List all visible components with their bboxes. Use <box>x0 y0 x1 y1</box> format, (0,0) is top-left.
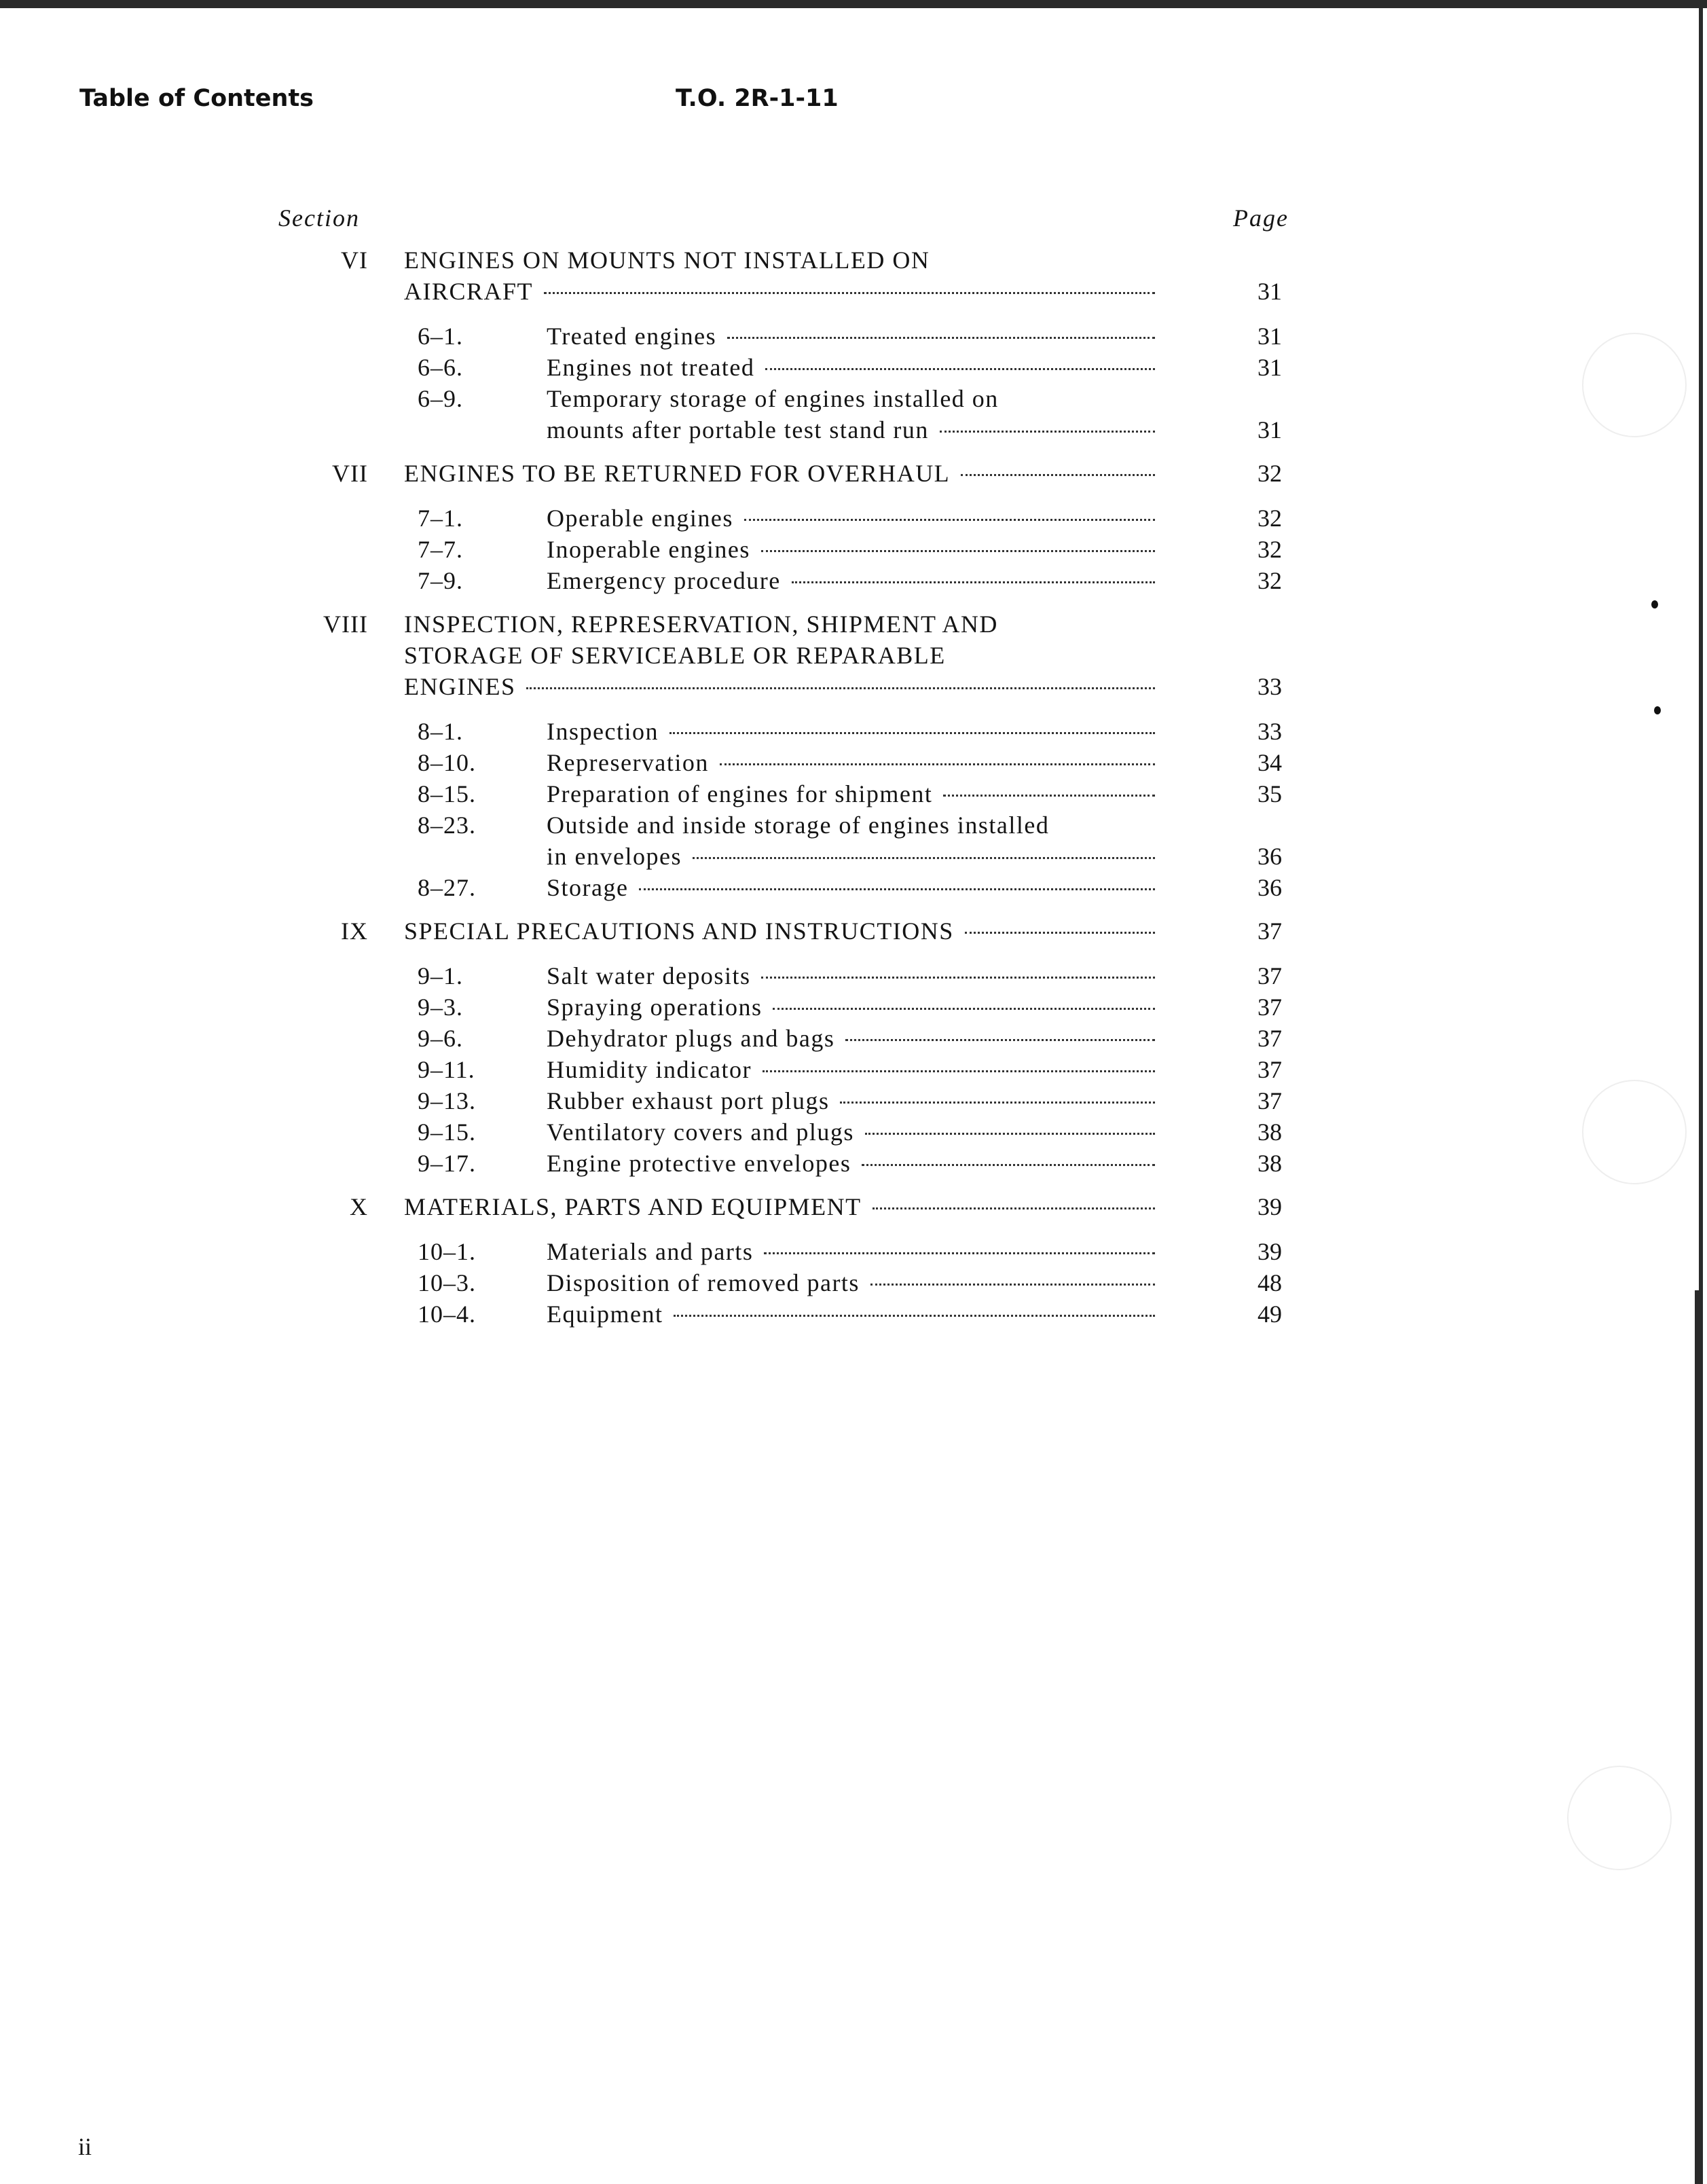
entry-title-text: ENGINES ON MOUNTS NOT INSTALLED ON <box>404 247 930 274</box>
paragraph-title <box>547 1085 1158 1116</box>
dot-leader <box>765 368 1155 370</box>
section-title <box>404 915 1158 947</box>
section-page-number: 31 <box>1258 278 1282 305</box>
toc-subentry <box>0 991 1707 1023</box>
toc-subentry <box>0 321 1707 352</box>
dot-leader <box>761 550 1155 552</box>
entry-title-line <box>547 809 1158 841</box>
paragraph-title <box>547 747 1158 778</box>
entry-title-text: STORAGE OF SERVICEABLE OR REPARABLE <box>404 642 946 669</box>
entry-title-text: Temporary storage of engines installed on <box>547 385 999 412</box>
paragraph-title <box>547 1116 1158 1148</box>
running-header-left: Table of Contents <box>79 85 314 112</box>
section-page-number: 37 <box>1258 917 1282 945</box>
entry-title-line <box>547 778 1158 809</box>
entry-title-text: Materials and parts <box>547 1238 754 1265</box>
page-number: ii <box>78 2133 92 2160</box>
dot-leader <box>940 431 1155 433</box>
toc-subentry <box>0 960 1707 991</box>
entry-title-line <box>547 1116 1158 1148</box>
section-number: VI <box>341 247 368 274</box>
paragraph-title <box>547 1267 1158 1298</box>
section-title <box>404 608 1158 702</box>
paragraph-page-number: 36 <box>1258 874 1282 901</box>
paragraph-title <box>547 1148 1158 1179</box>
paragraph-title <box>547 1236 1158 1267</box>
paragraph-number: 7–1. <box>418 505 463 532</box>
toc-subentries <box>0 960 1707 1179</box>
dot-leader <box>544 292 1155 294</box>
section-number: X <box>350 1193 368 1220</box>
section-number: IX <box>341 917 368 945</box>
entry-title-text: MATERIALS, PARTS AND EQUIPMENT <box>404 1193 862 1220</box>
entry-title-line <box>547 1267 1158 1298</box>
entry-title-text: Engine protective envelopes <box>547 1150 851 1177</box>
paragraph-page-number: 37 <box>1258 1087 1282 1114</box>
paragraph-page-number: 32 <box>1258 505 1282 532</box>
toc-subentry <box>0 872 1707 903</box>
dot-leader <box>669 732 1155 734</box>
toc-subentry <box>0 383 1707 445</box>
paragraph-page-number: 32 <box>1258 567 1282 594</box>
paragraph-number: 10–4. <box>418 1300 476 1328</box>
toc-subentries <box>0 503 1707 596</box>
entry-title-line <box>404 244 1158 276</box>
page-column-heading: Page <box>1233 204 1289 232</box>
paragraph-page-number: 37 <box>1258 1025 1282 1052</box>
toc-section <box>0 1191 1707 1330</box>
paragraph-title <box>547 321 1158 352</box>
dot-leader <box>873 1207 1155 1209</box>
toc-subentry <box>0 1298 1707 1330</box>
dot-leader <box>764 1252 1155 1254</box>
section-title <box>404 244 1158 307</box>
entry-title-text: Spraying operations <box>547 994 763 1021</box>
dot-leader <box>845 1039 1155 1041</box>
paragraph-title <box>547 1023 1158 1054</box>
toc-subentry <box>0 565 1707 596</box>
toc-subentry <box>0 1148 1707 1179</box>
dot-leader <box>761 977 1155 979</box>
entry-title-text: ENGINES <box>404 673 516 700</box>
toc-section <box>0 244 1707 445</box>
entry-title-text: Inoperable engines <box>547 536 750 563</box>
entry-title-text: Represervation <box>547 749 709 776</box>
entry-title-text: Emergency procedure <box>547 567 781 594</box>
entry-title-text: Ventilatory covers and plugs <box>547 1118 854 1146</box>
dot-leader <box>639 888 1155 890</box>
paragraph-page-number: 38 <box>1258 1150 1282 1177</box>
paragraph-number: 9–15. <box>418 1118 476 1146</box>
paragraph-number: 8–1. <box>418 718 463 745</box>
entry-title-text: Disposition of removed parts <box>547 1269 860 1296</box>
paragraph-number: 8–15. <box>418 780 476 807</box>
entry-title-text: Humidity indicator <box>547 1056 752 1083</box>
entry-title-line <box>404 915 1158 947</box>
paragraph-page-number: 48 <box>1258 1269 1282 1296</box>
toc-subentry <box>0 503 1707 534</box>
entry-title-line <box>547 503 1158 534</box>
paragraph-number: 8–10. <box>418 749 476 776</box>
toc-section-entry <box>0 1191 1707 1222</box>
entry-title-text: Operable engines <box>547 505 733 532</box>
dot-leader <box>961 474 1155 476</box>
section-title <box>404 1191 1158 1222</box>
paragraph-page-number: 49 <box>1258 1300 1282 1328</box>
document-number: T.O. 2R-1-11 <box>676 85 839 112</box>
toc-subentry <box>0 534 1707 565</box>
paragraph-title <box>547 383 1158 445</box>
section-title <box>404 458 1158 489</box>
paragraph-number: 9–6. <box>418 1025 463 1052</box>
paragraph-number: 9–17. <box>418 1150 476 1177</box>
toc-subentries <box>0 1236 1707 1330</box>
paragraph-page-number: 33 <box>1258 718 1282 745</box>
scan-edge-top <box>0 0 1707 8</box>
paragraph-page-number: 34 <box>1258 749 1282 776</box>
entry-title-line <box>404 276 1158 307</box>
entry-title-text: AIRCRAFT <box>404 278 534 305</box>
entry-title-line <box>547 872 1158 903</box>
paragraph-number: 10–1. <box>418 1238 476 1265</box>
toc-section <box>0 915 1707 1179</box>
toc-subentry <box>0 716 1707 747</box>
entry-title-text: in envelopes <box>547 843 682 870</box>
entry-title-line <box>404 640 1158 671</box>
entry-title-line <box>404 1191 1158 1222</box>
paragraph-number: 10–3. <box>418 1269 476 1296</box>
paragraph-number: 8–27. <box>418 874 476 901</box>
paragraph-title <box>547 1054 1158 1085</box>
entry-title-line <box>547 841 1158 872</box>
paragraph-title <box>547 778 1158 809</box>
paragraph-title <box>547 565 1158 596</box>
entry-title-text: Preparation of engines for shipment <box>547 780 933 807</box>
section-column-heading: Section <box>278 204 360 232</box>
paragraph-number: 6–6. <box>418 354 463 381</box>
toc-subentry <box>0 1023 1707 1054</box>
dot-leader <box>865 1133 1155 1135</box>
toc-section-entry <box>0 458 1707 489</box>
dot-leader <box>965 932 1155 934</box>
entry-title-line <box>547 747 1158 778</box>
paragraph-title <box>547 872 1158 903</box>
paragraph-number: 9–3. <box>418 994 463 1021</box>
entry-title-text: Rubber exhaust port plugs <box>547 1087 830 1114</box>
paragraph-number: 9–11. <box>418 1056 475 1083</box>
paragraph-page-number: 37 <box>1258 1056 1282 1083</box>
paragraph-number: 7–7. <box>418 536 463 563</box>
paragraph-page-number: 37 <box>1258 994 1282 1021</box>
section-number: VII <box>332 460 368 487</box>
section-page-number: 32 <box>1258 460 1282 487</box>
entry-title-text: mounts after portable test stand run <box>547 416 929 443</box>
dot-leader <box>720 763 1155 765</box>
dot-leader <box>674 1315 1155 1317</box>
toc-subentry <box>0 1267 1707 1298</box>
entry-title-line <box>547 991 1158 1023</box>
toc-subentry <box>0 352 1707 383</box>
paragraph-number: 9–1. <box>418 962 463 989</box>
entry-title-text: Equipment <box>547 1300 663 1328</box>
paragraph-title <box>547 352 1158 383</box>
dot-leader <box>526 687 1155 689</box>
entry-title-line <box>547 1148 1158 1179</box>
entry-title-line <box>547 716 1158 747</box>
paragraph-title <box>547 809 1158 872</box>
toc-section-entry <box>0 244 1707 307</box>
paragraph-page-number: 31 <box>1258 354 1282 381</box>
paragraph-page-number: 38 <box>1258 1118 1282 1146</box>
dot-leader <box>773 1008 1155 1010</box>
paragraph-page-number: 36 <box>1258 843 1282 870</box>
dot-leader <box>870 1284 1155 1286</box>
dot-leader <box>792 581 1155 583</box>
dot-leader <box>840 1102 1155 1104</box>
paragraph-title <box>547 534 1158 565</box>
toc-section <box>0 608 1707 903</box>
section-number: VIII <box>323 611 368 638</box>
toc-subentry <box>0 778 1707 809</box>
paragraph-page-number: 35 <box>1258 780 1282 807</box>
paragraph-number: 7–9. <box>418 567 463 594</box>
toc-subentries <box>0 716 1707 903</box>
paragraph-page-number: 37 <box>1258 962 1282 989</box>
table-of-contents <box>0 244 1707 1342</box>
entry-title-text: Storage <box>547 874 629 901</box>
entry-title-line <box>547 1054 1158 1085</box>
entry-title-text: INSPECTION, REPRESERVATION, SHIPMENT AND <box>404 611 998 638</box>
entry-title-text: ENGINES TO BE RETURNED FOR OVERHAUL <box>404 460 951 487</box>
section-page-number: 39 <box>1258 1193 1282 1220</box>
entry-title-text: Salt water deposits <box>547 962 751 989</box>
scan-edge-right-lower <box>1695 1290 1699 2184</box>
entry-title-text: Engines not treated <box>547 354 755 381</box>
paragraph-title <box>547 991 1158 1023</box>
toc-subentry <box>0 1116 1707 1148</box>
entry-title-line <box>547 352 1158 383</box>
dot-leader <box>763 1070 1155 1072</box>
dot-leader <box>744 519 1155 521</box>
dot-leader <box>727 337 1155 339</box>
dot-leader <box>693 857 1155 859</box>
section-page-number: 33 <box>1258 673 1282 700</box>
entry-title-line <box>547 534 1158 565</box>
toc-subentry <box>0 1085 1707 1116</box>
toc-subentry <box>0 1054 1707 1085</box>
toc-section-entry <box>0 915 1707 947</box>
entry-title-line <box>404 671 1158 702</box>
entry-title-text: Treated engines <box>547 323 717 350</box>
paragraph-number: 8–23. <box>418 812 476 839</box>
entry-title-text: Dehydrator plugs and bags <box>547 1025 835 1052</box>
paragraph-number: 6–9. <box>418 385 463 412</box>
toc-section <box>0 458 1707 596</box>
entry-title-line <box>404 458 1158 489</box>
toc-subentries <box>0 321 1707 445</box>
entry-title-line <box>547 565 1158 596</box>
paragraph-number: 9–13. <box>418 1087 476 1114</box>
entry-title-line <box>547 1085 1158 1116</box>
entry-title-line <box>547 960 1158 991</box>
dot-leader <box>943 795 1155 797</box>
paragraph-title <box>547 716 1158 747</box>
punch-hole-bottom <box>1567 1766 1672 1870</box>
entry-title-line <box>547 1236 1158 1267</box>
paragraph-page-number: 31 <box>1258 416 1282 443</box>
entry-title-line <box>547 383 1158 414</box>
entry-title-line <box>547 1298 1158 1330</box>
entry-title-line <box>547 414 1158 445</box>
entry-title-text: Outside and inside storage of engines installed <box>547 812 1050 839</box>
paragraph-page-number: 31 <box>1258 323 1282 350</box>
paragraph-page-number: 32 <box>1258 536 1282 563</box>
paragraph-title <box>547 1298 1158 1330</box>
toc-subentry <box>0 1236 1707 1267</box>
entry-title-line <box>547 1023 1158 1054</box>
toc-section-entry <box>0 608 1707 702</box>
entry-title-text: SPECIAL PRECAUTIONS AND INSTRUCTIONS <box>404 917 954 945</box>
entry-title-text: Inspection <box>547 718 659 745</box>
paragraph-number: 6–1. <box>418 323 463 350</box>
entry-title-line <box>404 608 1158 640</box>
toc-subentry <box>0 747 1707 778</box>
dot-leader <box>862 1164 1155 1166</box>
paragraph-title <box>547 503 1158 534</box>
paragraph-page-number: 39 <box>1258 1238 1282 1265</box>
paragraph-title <box>547 960 1158 991</box>
entry-title-line <box>547 321 1158 352</box>
toc-subentry <box>0 809 1707 872</box>
